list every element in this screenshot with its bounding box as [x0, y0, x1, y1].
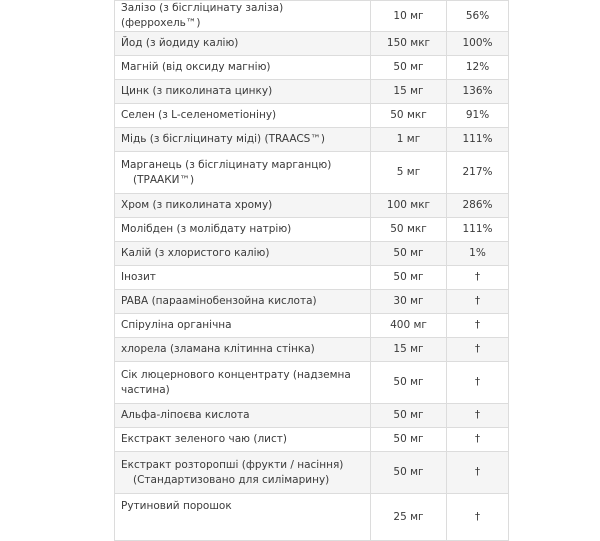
ingredient-amount: 50 мг	[371, 56, 447, 80]
ingredient-amount: 10 мг	[371, 1, 447, 32]
daily-value: 100%	[447, 32, 509, 56]
daily-value: †	[447, 428, 509, 452]
table-row	[115, 290, 509, 314]
daily-value: 286%	[447, 194, 509, 218]
daily-value: †	[447, 452, 509, 494]
supplement-facts-table-container	[114, 0, 508, 541]
supplement-facts-table	[114, 0, 509, 541]
ingredient-name-cell	[115, 362, 371, 404]
ingredient-amount: 50 мг	[371, 452, 447, 494]
ingredient-name: Магній (від оксиду магнію)	[115, 56, 371, 80]
ingredient-amount: 1 мг	[371, 128, 447, 152]
table-row	[115, 452, 509, 494]
ingredient-name-cell	[115, 152, 371, 194]
table-row	[115, 428, 509, 452]
ingredient-amount: 50 мг	[371, 242, 447, 266]
table-row	[115, 338, 509, 362]
ingredient-amount: 5 мг	[371, 152, 447, 194]
daily-value: 111%	[447, 128, 509, 152]
ingredient-name: Спіруліна органічна	[115, 314, 371, 338]
daily-value: †	[447, 266, 509, 290]
ingredient-name: Екстракт розторопші (фрукти / насіння)	[121, 458, 344, 471]
ingredient-name: Екстракт зеленого чаю (лист)	[115, 428, 371, 452]
ingredient-name: Йод (з йодиду калію)	[115, 32, 371, 56]
ingredient-name-continued: частина)	[121, 383, 170, 396]
daily-value: 217%	[447, 152, 509, 194]
table-row	[115, 128, 509, 152]
ingredient-amount: 15 мг	[371, 338, 447, 362]
ingredient-name-continued: (ТРААКИ™)	[133, 173, 195, 186]
daily-value: 136%	[447, 80, 509, 104]
ingredient-name: Сік люцернового концентрату (надземна	[121, 368, 351, 381]
ingredient-amount: 15 мг	[371, 80, 447, 104]
table-row	[115, 194, 509, 218]
ingredient-amount: 400 мг	[371, 314, 447, 338]
ingredient-name: Молібден (з молібдату натрію)	[115, 218, 371, 242]
ingredient-name: Калій (з хлористого калію)	[115, 242, 371, 266]
daily-value: 12%	[447, 56, 509, 80]
daily-value: †	[447, 338, 509, 362]
ingredient-name: Інозит	[115, 266, 371, 290]
ingredient-amount: 50 мкг	[371, 218, 447, 242]
ingredient-amount: 50 мг	[371, 428, 447, 452]
table-row	[115, 152, 509, 194]
ingredient-name-continued: (Стандартизовано для силімарину)	[133, 473, 330, 486]
daily-value: †	[447, 362, 509, 404]
ingredient-name: Мідь (з бісгліцинату міді) (TRAACS™)	[115, 128, 371, 152]
table-row	[115, 104, 509, 128]
ingredient-amount: 100 мкг	[371, 194, 447, 218]
ingredient-amount: 150 мкг	[371, 32, 447, 56]
ingredient-name: PABA (параамінобензойна кислота)	[115, 290, 371, 314]
ingredient-amount: 50 мг	[371, 404, 447, 428]
daily-value: †	[447, 290, 509, 314]
ingredient-name: Альфа-ліпоєва кислота	[115, 404, 371, 428]
ingredient-amount: 50 мг	[371, 266, 447, 290]
ingredient-amount: 50 мг	[371, 362, 447, 404]
ingredient-amount: 25 мг	[371, 494, 447, 541]
ingredient-amount: 50 мкг	[371, 104, 447, 128]
table-row	[115, 80, 509, 104]
table-row	[115, 1, 509, 32]
daily-value: †	[447, 494, 509, 541]
daily-value: 91%	[447, 104, 509, 128]
ingredient-amount: 30 мг	[371, 290, 447, 314]
ingredient-name: Селен (з L-селенометіоніну)	[115, 104, 371, 128]
daily-value: 111%	[447, 218, 509, 242]
daily-value: †	[447, 314, 509, 338]
ingredient-name: Залізо (з бісгліцинату заліза) (ферроxель™)	[115, 1, 371, 32]
ingredient-name-cell	[115, 452, 371, 494]
table-row	[115, 314, 509, 338]
ingredient-name: Хром (з пиколината хрому)	[115, 194, 371, 218]
ingredient-name: Рутиновий порошок	[115, 494, 371, 541]
table-row	[115, 494, 509, 541]
ingredient-name: хлорела (зламана клітинна стінка)	[115, 338, 371, 362]
table-row	[115, 404, 509, 428]
daily-value: 1%	[447, 242, 509, 266]
table-row	[115, 32, 509, 56]
table-row	[115, 266, 509, 290]
table-row	[115, 242, 509, 266]
daily-value: †	[447, 404, 509, 428]
daily-value: 56%	[447, 1, 509, 32]
ingredient-name: Марганець (з бісгліцинату марганцю)	[121, 158, 332, 171]
table-row	[115, 56, 509, 80]
ingredient-name: Цинк (з пиколината цинку)	[115, 80, 371, 104]
table-row	[115, 218, 509, 242]
table-row	[115, 362, 509, 404]
